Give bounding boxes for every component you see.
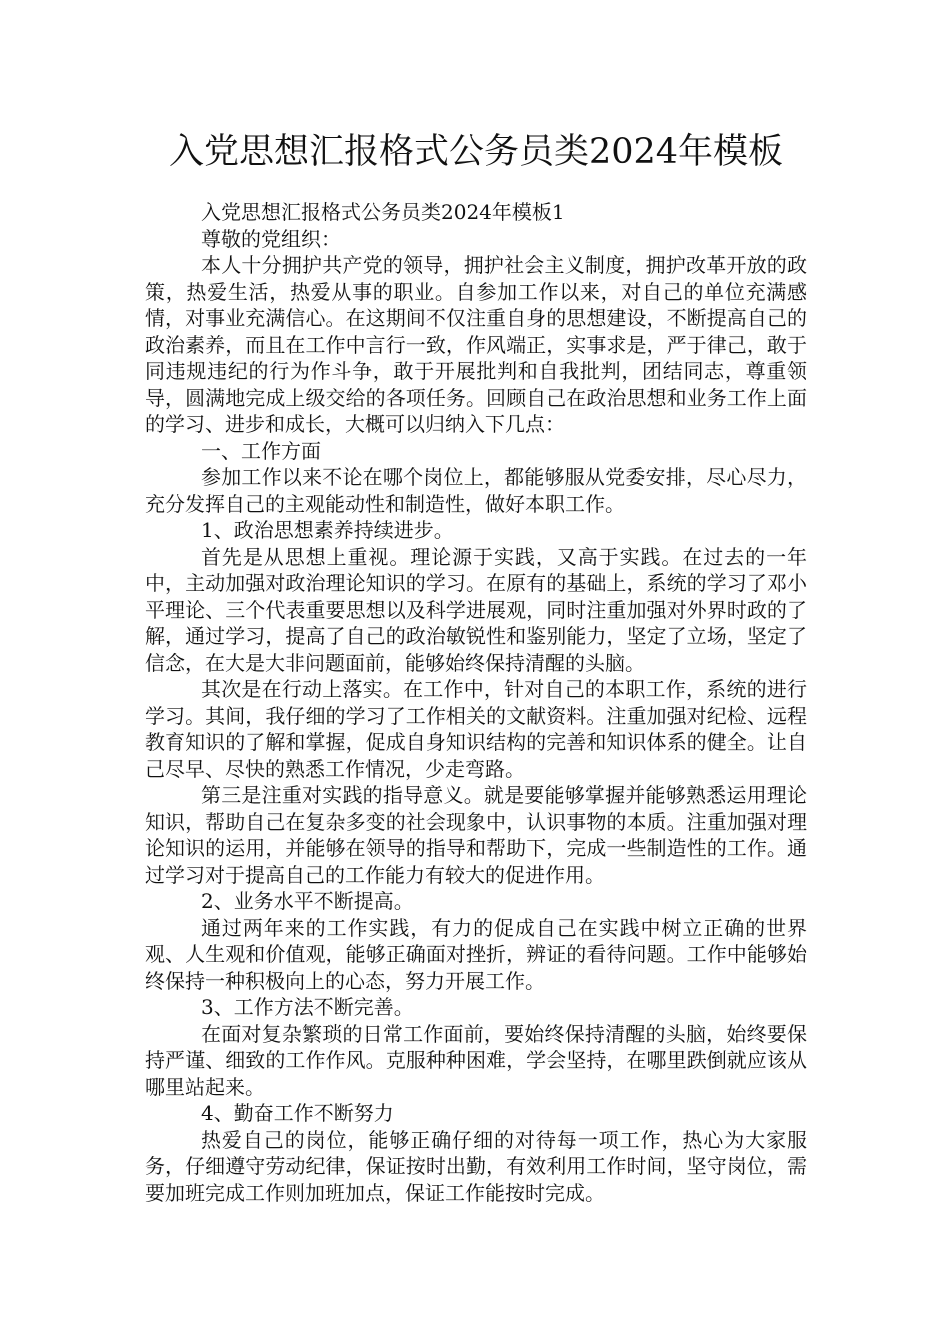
document-page xyxy=(145,0,807,1206)
body-paragraph: 其次是在行动上落实。在工作中，针对自己的本职工作，系统的进行学习。其间，我仔细的学习了工作相关的文献资料。注重加强对纪检、远程教育知识的了解和掌握，促成自身知识结构的完善和知识体系的健全。让自己尽早、尽快的熟悉工作情况，少走弯路。 xyxy=(145,677,807,781)
document-title: 入党思想汇报格式公务员类2024年模板 xyxy=(168,132,784,172)
body-paragraph: 第三是注重对实践的指导意义。就是要能够掌握并能够熟悉运用理论知识，帮助自己在复杂多变的社会现象中，认识事物的本质。注重加强对理论知识的运用，并能够在领导的指导和帮助下，完成一些制造性的工作。通过学习对于提高自己的工作能力有较大的促进作用。 xyxy=(145,783,807,887)
section-heading: 一、工作方面 xyxy=(201,438,321,463)
document-body xyxy=(145,199,807,1206)
body-paragraph: 首先是从思想上重视。理论源于实践，又高于实践。在过去的一年中，主动加强对政治理论知识的学习。在原有的基础上，系统的学习了邓小平理论、三个代表重要思想以及科学进展观，同时注重加强对外界时政的了解，通过学习，提高了自己的政治敏锐性和鉴别能力，坚定了立场，坚定了信念，在大是大非问题面前，能够始终保持清醒的头脑。 xyxy=(145,544,807,675)
subsection-heading: 4、勤奋工作不断努力 xyxy=(201,1101,394,1125)
body-paragraph: 通过两年来的工作实践，有力的促成自己在实践中树立正确的世界观、人生观和价值观，能够正确面对挫折，辨证的看待问题。工作中能够始终保持一种积极向上的心态，努力开展工作。 xyxy=(145,915,807,993)
subsection-heading: 1、政治思想素养持续进步。 xyxy=(201,518,454,542)
body-paragraph: 参加工作以来不论在哪个岗位上，都能够服从党委安排，尽心尽力，充分发挥自己的主观能动性和制造性，做好本职工作。 xyxy=(145,465,807,516)
subtitle-line: 入党思想汇报格式公务员类2024年模板1 xyxy=(201,200,565,224)
body-paragraph: 热爱自己的岗位，能够正确仔细的对待每一项工作，热心为大家服务，仔细遵守劳动纪律，保证按时出勤，有效利用工作时间，坚守岗位，需要加班完成工作则加班加点，保证工作能按时完成。 xyxy=(145,1127,807,1205)
body-paragraph: 本人十分拥护共产党的领导，拥护社会主义制度，拥护改革开放的政策，热爱生活，热爱从事的职业。自参加工作以来，对自己的单位充满感情，对事业充满信心。在这期间不仅注重自身的思想建设，不断提高自己的政治素养，而且在工作中言行一致，作风端正，实事求是，严于律己，敢于同违规违纪的行为作斗争，敢于开展批判和自我批判，团结同志，尊重领导，圆满地完成上级交给的各项任务。回顾自己在政治思想和业务工作上面的学习、进步和成长，大概可以归纳入下几点： xyxy=(145,253,807,436)
subsection-heading: 3、工作方法不断完善。 xyxy=(201,995,414,1019)
body-paragraph: 在面对复杂繁琐的日常工作面前，要始终保持清醒的头脑，始终要保持严谨、细致的工作作风。克服种种困难，学会坚持，在哪里跌倒就应该从哪里站起来。 xyxy=(145,1021,807,1099)
salutation: 尊敬的党组织： xyxy=(201,226,341,251)
subsection-heading: 2、业务水平不断提高。 xyxy=(201,889,414,913)
